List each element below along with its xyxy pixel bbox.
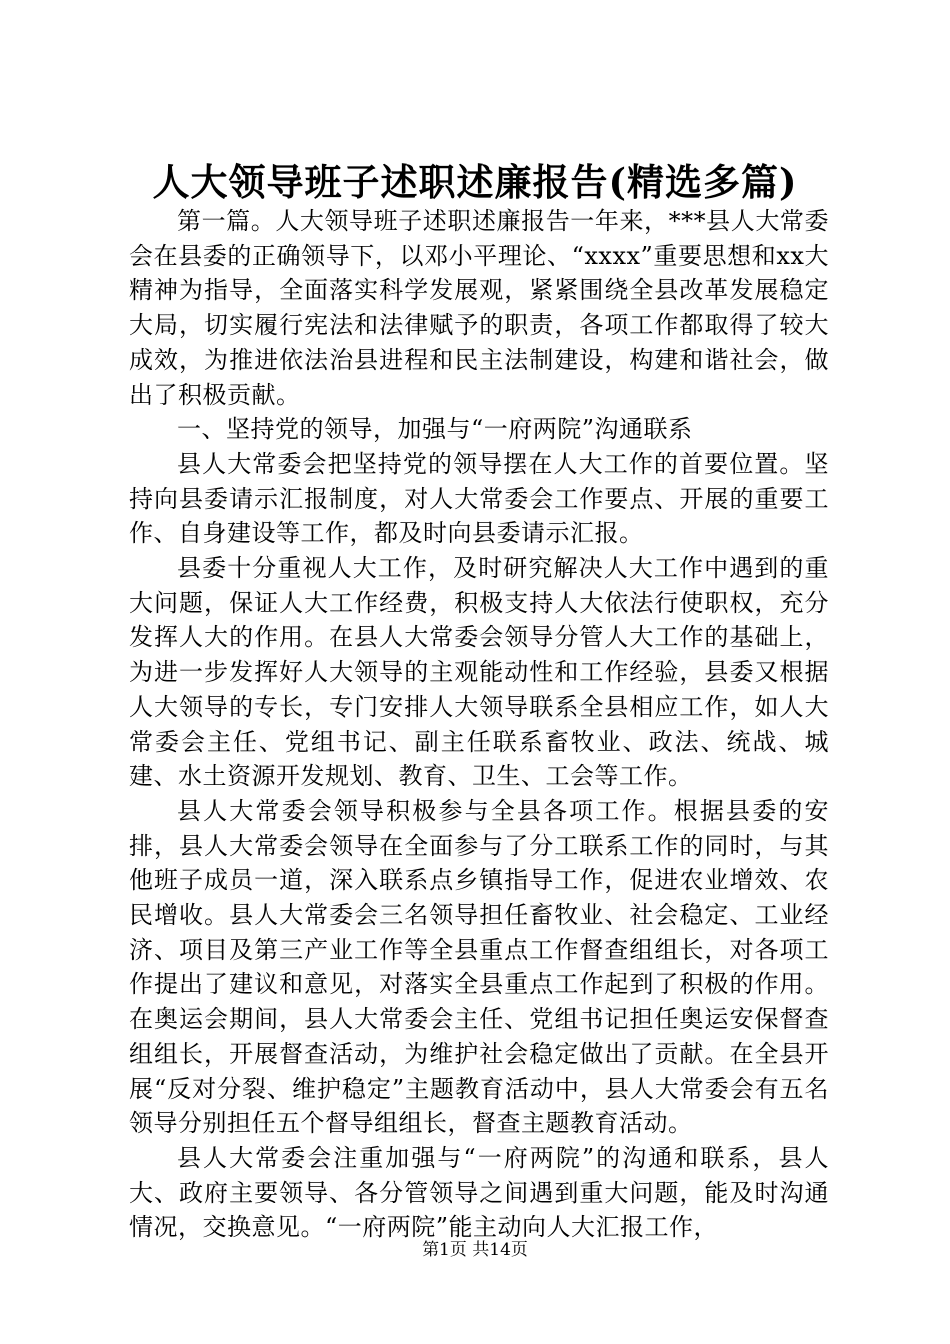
paragraph: 县人大常委会领导积极参与全县各项工作。根据县委的安排，县人大常委会领导在全面参与了分工联系工作的同时，与其他班子成员一道，深入联系点乡镇指导工作，促进农业增效、农民增收。县人大常委会三名领导担任畜牧业、社会稳定、工业经济、项目及第三产业工作等全县重点工作督查组组长，对各项工作提出了建议和意见，对落实全县重点工作起到了积极的作用。在奥运会期间，县人大常委会主任、党组书记担任奥运安保督查组组长，开展督查活动，为维护社会稳定做出了贡献。在全县开展“反对分裂、维护稳定”主题教育活动中，县人大常委会有五名领导分别担任五个督导组组长，督查主题教育活动。 (129, 796, 829, 1138)
paragraph: 第一篇。人大领导班子述职述廉报告一年来，***县人大常委会在县委的正确领导下，以邓小平理论、“xxxx”重要思想和xx大精神为指导，全面落实科学发展观，紧紧围绕全县改革发展稳定大局，切实履行宪法和法律赋予的职责，各项工作都取得了较大成效，为推进依法治县进程和民主法制建设，构建和谐社会，做出了积极贡献。 (129, 207, 829, 409)
paragraph: 县人大常委会把坚持党的领导摆在人大工作的首要位置。坚持向县委请示汇报制度，对人大常委会工作要点、开展的重要工作、自身建设等工作，都及时向县委请示汇报。 (129, 449, 829, 548)
document-body (129, 204, 829, 1245)
paragraph: 县人大常委会注重加强与“一府两院”的沟通和联系，县人大、政府主要领导、各分管领导之间遇到重大问题，能及时沟通情况，交换意见。“一府两院”能主动向人大汇报工作， (129, 1143, 829, 1242)
page-number-footer: 第1页 共14页 (422, 1240, 528, 1260)
paragraph: 县委十分重视人大工作，及时研究解决人大工作中遇到的重大问题，保证人大工作经费，积极支持人大依法行使职权，充分发挥人大的作用。在县人大常委会领导分管人大工作的基础上，为进一步发挥好人大领导的主观能动性和工作经验，县委又根据人大领导的专长，专门安排人大领导联系全县相应工作，如人大常委会主任、党组书记、副主任联系畜牧业、政法、统战、城建、水土资源开发规划、教育、卫生、工会等工作。 (129, 554, 829, 791)
section-heading: 一、坚持党的领导，加强与“一府两院”沟通联系 (177, 415, 693, 444)
document-title: 人大领导班子述职述廉报告(精选多篇) (152, 160, 798, 204)
